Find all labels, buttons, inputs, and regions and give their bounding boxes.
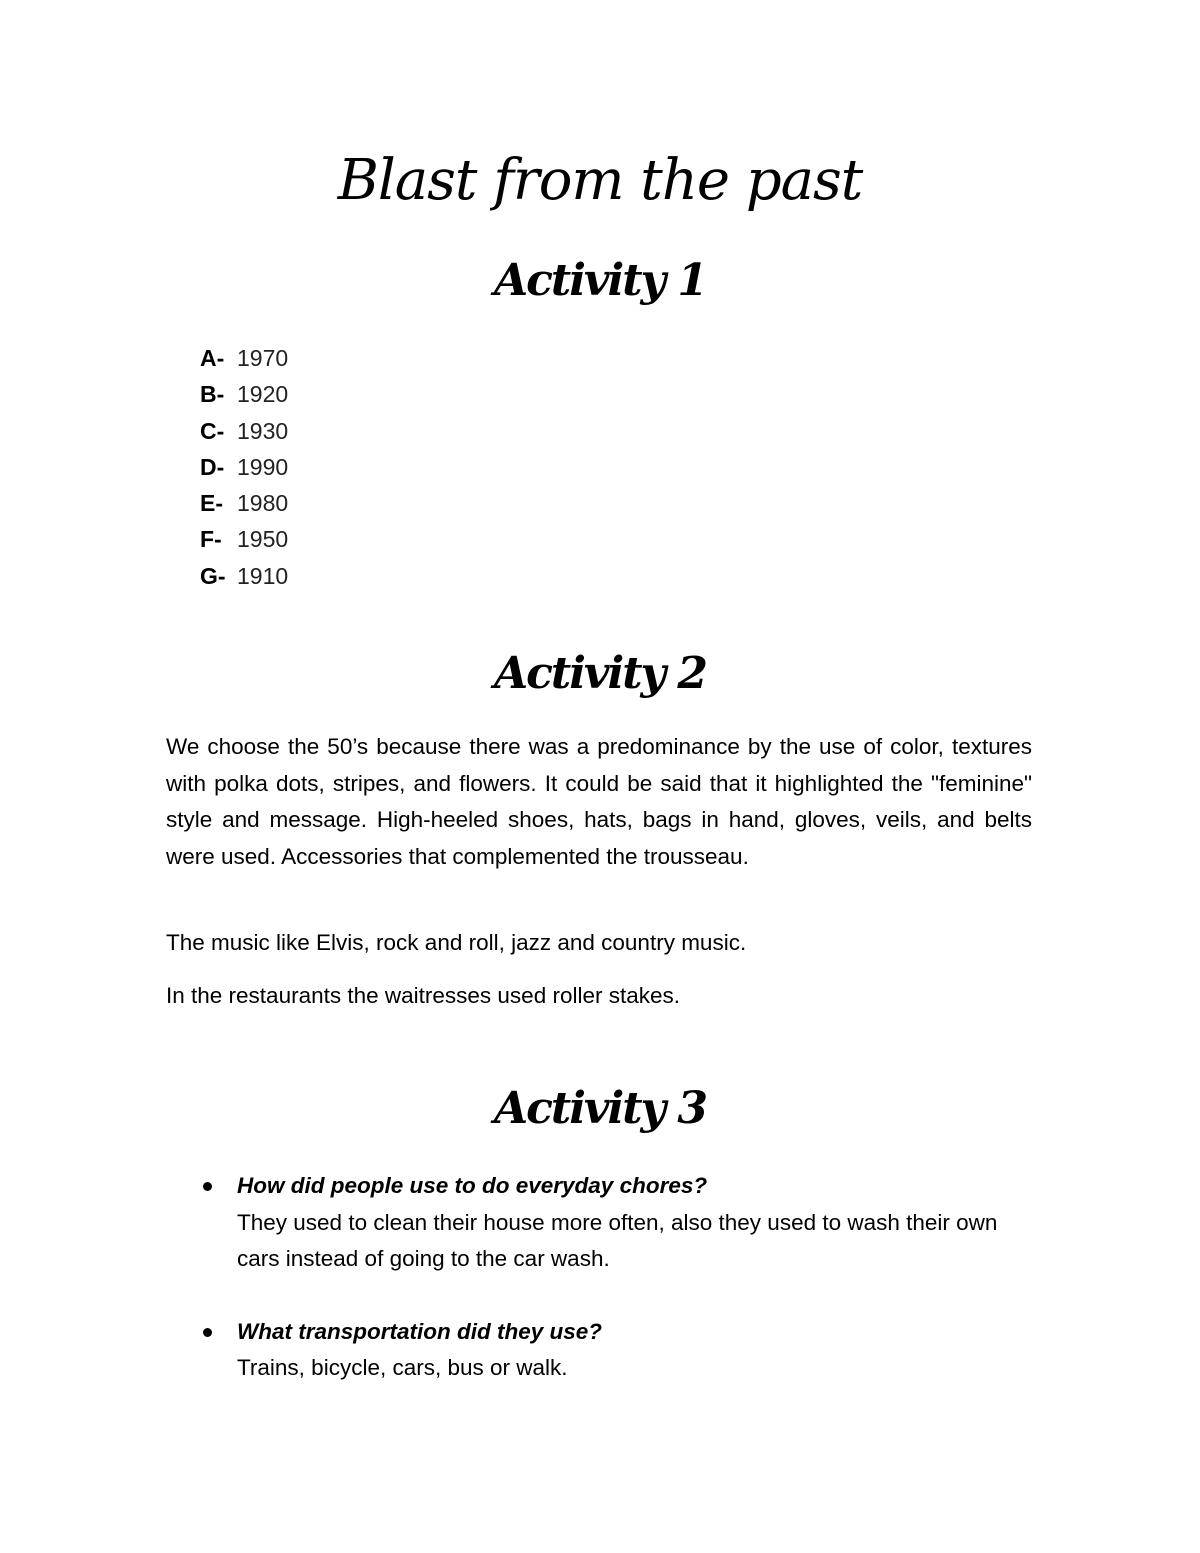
- question-text: How did people use to do everyday chores?: [237, 1173, 708, 1198]
- answer-year: 1980: [237, 490, 289, 517]
- activity-3-heading: Activity 3: [493, 1083, 707, 1134]
- question-item: [200, 1168, 1040, 1278]
- answer-letter: C-: [200, 417, 225, 444]
- answer-item: [200, 521, 288, 557]
- answer-letter: D-: [200, 453, 225, 480]
- answer-year: 1930: [237, 417, 289, 444]
- answer-text: They used to clean their house more often, also they used to wash their own cars instead of going to the car wash.: [237, 1209, 998, 1271]
- answer-item: [200, 558, 288, 594]
- activity-1-answer-list: [200, 340, 288, 594]
- answer-year: 1920: [237, 381, 289, 408]
- bullet-icon: [203, 1182, 212, 1191]
- bullet-icon: [203, 1328, 212, 1337]
- answer-item: [200, 449, 288, 485]
- activity-2-paragraph: We choose the 50’s because there was a predominance by the use of color, textures with polka dots, stripes, and flowers. It could be said that it highlighted the "feminine" style and message. High-heeled shoes, hats, bags in hand, gloves, veils, and belts were used. Accessories that complemented the trousseau.: [166, 734, 1032, 869]
- answer-letter: B-: [200, 381, 225, 408]
- activity-1-heading: Activity 1: [493, 255, 707, 306]
- answer-item: [200, 413, 288, 449]
- answer-letter: A-: [200, 345, 225, 371]
- activity-2-heading: Activity 2: [493, 648, 707, 699]
- answer-letter: G-: [200, 562, 226, 589]
- answer-year: 1910: [237, 562, 289, 589]
- answer-item: [200, 340, 288, 376]
- answer-letter: F-: [200, 526, 222, 553]
- activity-2-paragraph: The music like Elvis, rock and roll, jazz and country music.: [166, 930, 747, 955]
- question-item: [200, 1314, 1040, 1387]
- activity-3-question-list: [200, 1168, 1040, 1423]
- answer-year: 1950: [237, 526, 289, 553]
- question-text: What transportation did they use?: [237, 1318, 603, 1344]
- answer-year: 1990: [237, 453, 289, 480]
- activity-2-paragraph: In the restaurants the waitresses used roller stakes.: [166, 983, 680, 1008]
- answer-item: [200, 376, 288, 412]
- answer-item: [200, 485, 288, 521]
- answer-text: Trains, bicycle, cars, bus or walk.: [237, 1355, 568, 1380]
- answer-letter: E-: [200, 490, 223, 517]
- document-title: Blast from the past: [337, 148, 863, 213]
- answer-year: 1970: [237, 345, 289, 371]
